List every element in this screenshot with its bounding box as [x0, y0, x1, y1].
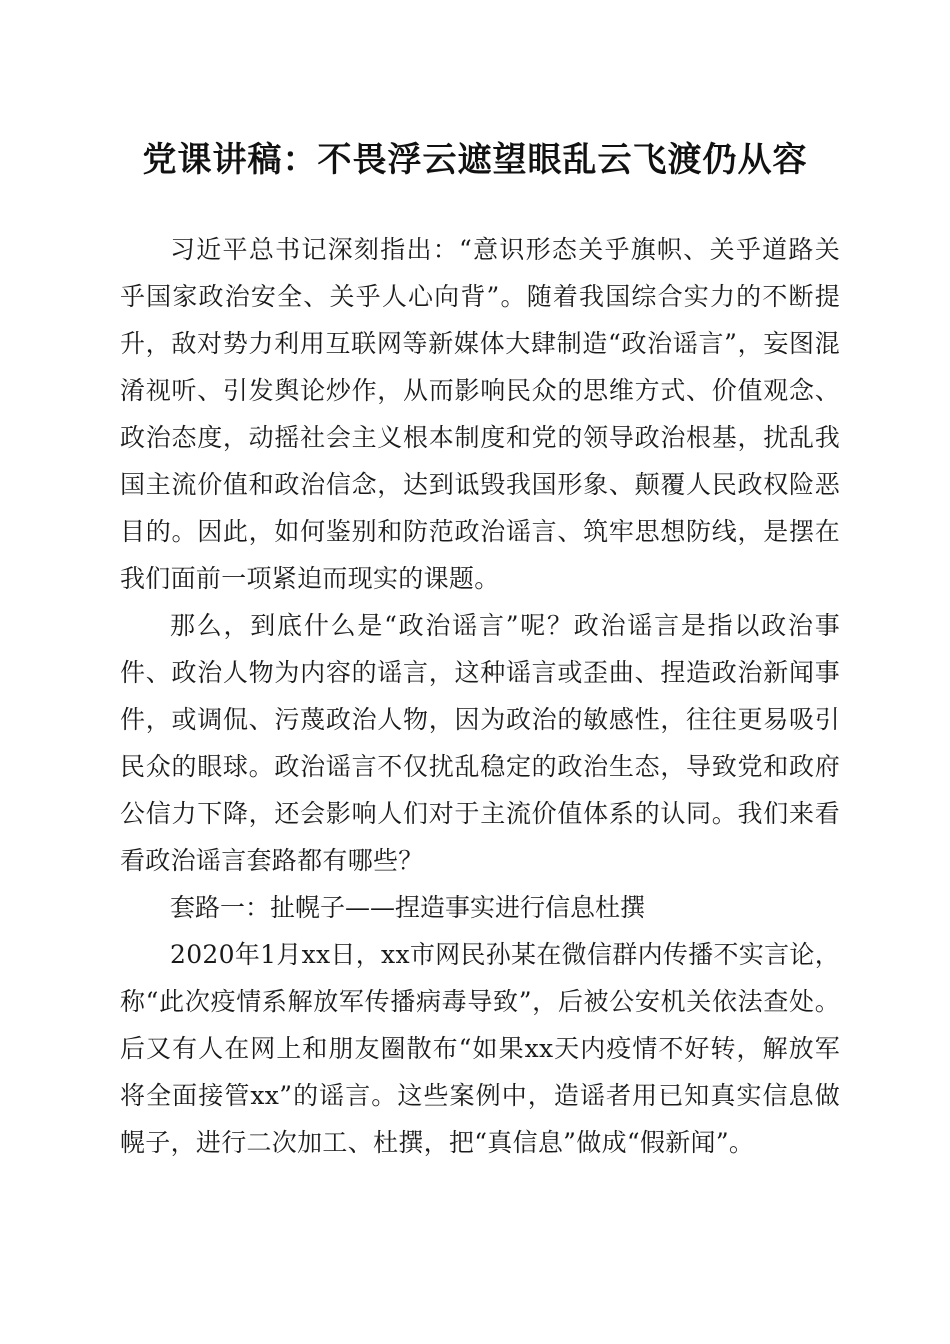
case-paragraph: 2020年1月xx日，xx市网民孙某在微信群内传播不实言论，称“此次疫情系解放军传播病毒导致”，后被公安机关依法查处。后又有人在网上和朋友圈散布“如果xx天内疫情不好转，解放军将全面接管xx”的谣言。这些案例中，造谣者用已知真实信息做幌子，进行二次加工、杜撰，把“真信息”做成“假新闻”。 — [120, 940, 840, 1157]
document-body — [120, 226, 840, 1166]
document-title: 党课讲稿：不畏浮云遮望眼乱云飞渡仍从容 — [142, 140, 808, 180]
definition-paragraph: 那么，到底什么是“政治谣言”呢？政治谣言是指以政治事件、政治人物为内容的谣言，这种谣言或歪曲、捏造政治新闻事件，或调侃、污蔑政治人物，因为政治的敏感性，往往更易吸引民众的眼球。政治谣言不仅扰乱稳定的政治生态，导致党和政府公信力下降，还会影响人们对于主流价值体系的认同。我们来看看政治谣言套路都有哪些？ — [120, 611, 840, 875]
intro-paragraph: 习近平总书记深刻指出：“意识形态关乎旗帜、关乎道路关乎国家政治安全、关乎人心向背”。随着我国综合实力的不断提升，敌对势力利用互联网等新媒体大肆制造“政治谣言”，妄图混淆视听、引发舆论炒作，从而影响民众的思维方式、价值观念、政治态度，动摇社会主义根本制度和党的领导政治根基，扰乱我国主流价值和政治信念，达到诋毁我国形象、颠覆人民政权险恶目的。因此，如何鉴别和防范政治谣言、筑牢思想防线，是摆在我们面前一项紧迫而现实的课题。 — [120, 235, 840, 593]
section-heading: 套路一：扯幌子——捏造事实进行信息杜撰 — [170, 893, 646, 922]
